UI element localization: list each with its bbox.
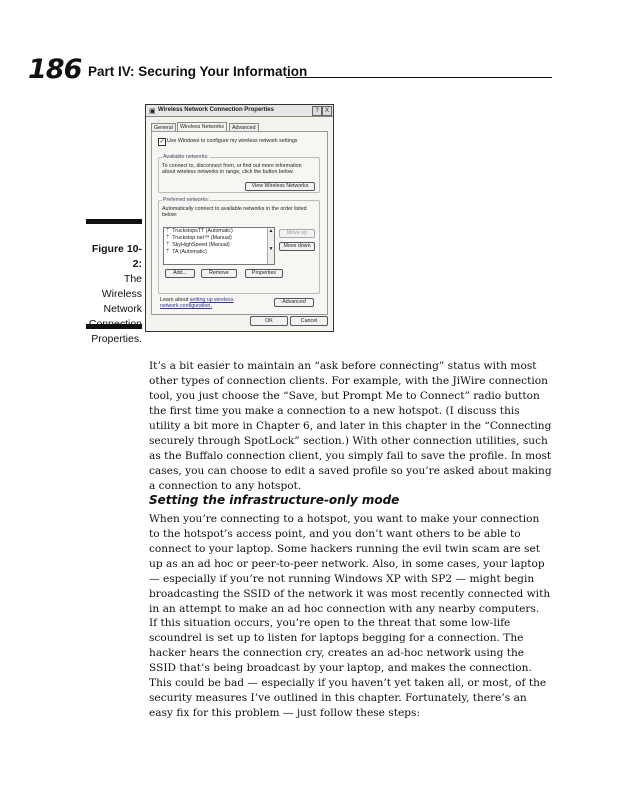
- caption-line: Network: [103, 303, 142, 315]
- list-item[interactable]: [164, 242, 274, 249]
- wireless-properties-dialog: [145, 104, 334, 332]
- view-wireless-networks-button[interactable]: View Wireless Networks: [245, 182, 315, 191]
- network-name: TruckstopsTT (Automatic): [172, 228, 233, 234]
- remove-button[interactable]: Remove: [201, 269, 237, 278]
- antenna-icon: ᛘ: [166, 235, 170, 241]
- use-windows-label: Use Windows to configure my wireless network settings: [167, 138, 298, 144]
- preferred-networks-list[interactable]: [163, 227, 275, 265]
- figure-label: Figure 10-2:: [91, 243, 142, 270]
- preferred-networks-text: Automatically connect to available networks in the order listed below:: [162, 206, 307, 218]
- available-networks-text: To connect to, disconnect from, or find out more information about wireless networks in range, click the button below.: [162, 163, 302, 175]
- available-networks-group: [158, 154, 320, 193]
- list-scrollbar[interactable]: ▲ ▼: [267, 228, 274, 264]
- list-item[interactable]: [164, 249, 274, 256]
- section-heading: Setting the infrastructure-only mode: [149, 493, 400, 507]
- network-name: Truckstop.net™ (Manual): [172, 235, 232, 241]
- preferred-networks-legend: Preferred networks:: [163, 197, 210, 203]
- properties-button[interactable]: Properties: [245, 269, 283, 278]
- antenna-icon: ᛘ: [166, 228, 170, 234]
- tab-advanced[interactable]: Advanced: [229, 123, 259, 132]
- tab-wireless-networks[interactable]: Wireless Networks: [177, 122, 227, 132]
- dialog-title: Wireless Network Connection Properties: [158, 107, 274, 113]
- antenna-icon: ᛘ: [166, 242, 170, 248]
- part-title: Part IV: Securing Your Information: [88, 64, 308, 79]
- page-number: 186: [28, 54, 82, 85]
- add-button[interactable]: Add...: [165, 269, 195, 278]
- header-rule: [286, 77, 552, 78]
- page-header: [28, 54, 552, 84]
- wireless-networks-panel: [151, 131, 328, 315]
- network-icon: ▣: [149, 108, 156, 115]
- paragraph-1: [149, 359, 552, 494]
- move-up-button[interactable]: Move up: [279, 229, 315, 238]
- paragraph-3: [149, 616, 552, 721]
- paragraph-2-text: When you’re connecting to a hotspot, you want to make your connection to the hotspot’s access point, and you don’t want others to be able to connect to your laptop. Some hackers running the evil twin scam are set up as an ad hoc or peer-to-peer network. Also, in some cases, your laptop — especially if you’re not running Windows XP with SP2 — might begin broadcasting the SSID of the network it was most recently connected with in an attempt to make an ad hoc connection with any nearby computers.: [149, 513, 551, 615]
- caption-line: Properties.: [91, 333, 142, 345]
- antenna-icon: ᛘ: [166, 249, 170, 255]
- available-networks-legend: Available networks:: [163, 154, 209, 160]
- list-item[interactable]: [164, 235, 274, 242]
- close-button[interactable]: X: [322, 106, 332, 116]
- cancel-button[interactable]: Cancel: [290, 316, 328, 326]
- preferred-networks-group: [158, 197, 320, 294]
- help-button[interactable]: ?: [312, 106, 322, 116]
- list-item[interactable]: [164, 228, 274, 235]
- figure-caption: [86, 242, 142, 347]
- caption-line: Wireless: [101, 288, 142, 300]
- ok-button[interactable]: OK: [250, 316, 288, 326]
- learn-about-text: [160, 297, 250, 309]
- paragraph-3-text: If this situation occurs, you’re open to the threat that some low-life scoundrel is set up to listen for laptops begging for a connection. The hacker hears the connection cry, creates an ad-hoc network using the SSID that’s being broadcast by your laptop, and makes the connection. This could be bad — especially if you haven’t yet taken all, or most, of the security measures I’ve outlined in this chapter. Fortunately, there’s an easy fix for this problem — just follow these steps:: [149, 617, 547, 719]
- tab-general[interactable]: General: [151, 123, 176, 132]
- paragraph-1-text: It’s a bit easier to maintain an “ask before connecting” status with most other types of connection clients. For example, with the JiWire connection tool, you just choose the “Save, but Prompt Me to Connect” radio button the first time you make a connection to a new hotspot. (I discuss this utility a bit more in Chapter 6, and later in this chapter in the “Connecting securely through SpotLock” section.) With other connection utilities, such as the Buffalo connection client, you simply fail to save the profile. In most cases, you can choose to edit a saved profile so you’re asked about making a connection to any hotspot.: [149, 360, 552, 492]
- caption-rule-top: [86, 219, 142, 224]
- advanced-button[interactable]: Advanced: [274, 298, 314, 307]
- paragraph-2: [149, 512, 552, 617]
- learn-prefix: Learn about: [160, 297, 189, 303]
- network-name: TA (Automatic): [172, 249, 207, 255]
- caption-line: The: [123, 273, 142, 285]
- dialog-titlebar[interactable]: [146, 105, 333, 117]
- learn-link[interactable]: setting up wireless network configuration.: [160, 297, 234, 309]
- move-down-button[interactable]: Move down: [279, 242, 315, 251]
- network-name: SkyHighSpeed (Manual): [172, 242, 230, 248]
- caption-rule-bottom: [86, 324, 142, 329]
- use-windows-checkbox[interactable]: ✓: [159, 139, 165, 145]
